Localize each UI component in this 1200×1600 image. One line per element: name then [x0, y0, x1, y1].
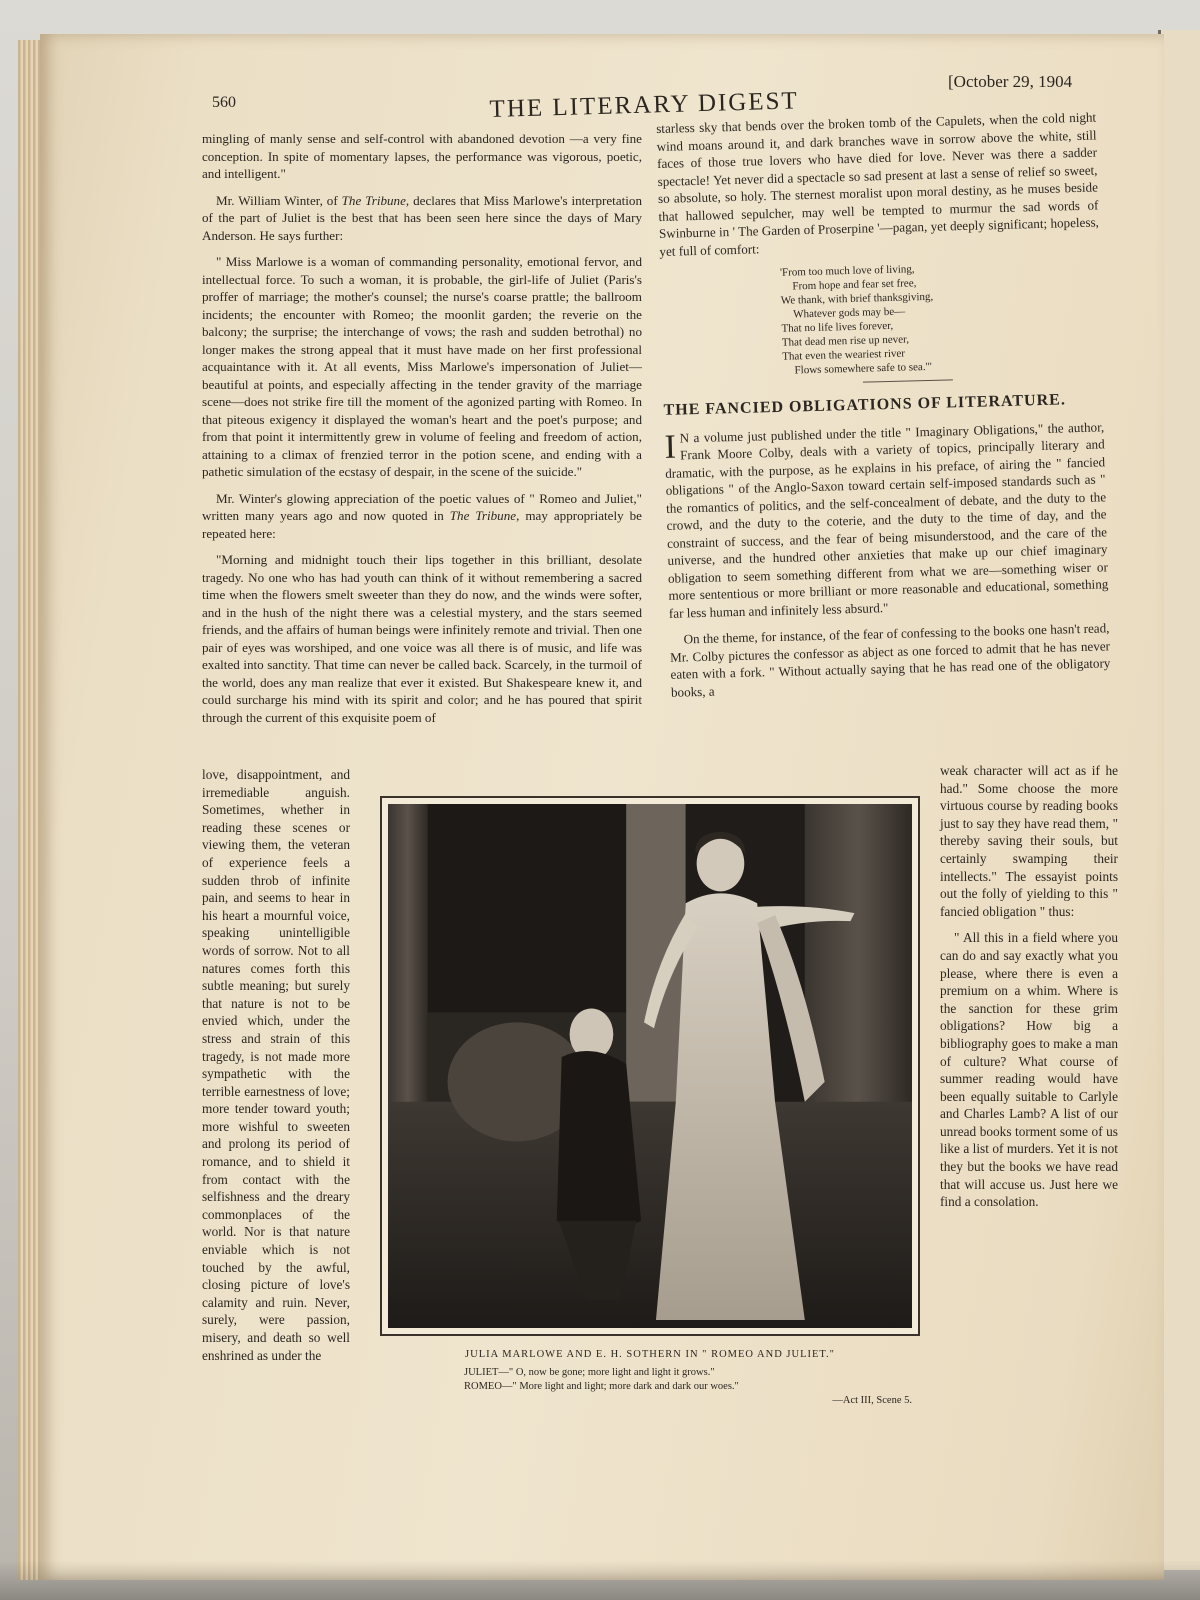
poem-line: That dead men rise up never,: [781, 333, 910, 349]
right-p2-text: N a volume just published under the title " Imaginary Obligations," the author, Frank Moore Colby, deals with a variety of topics, principally literary and dramatic, with the purpose, as he explains in his preface, of airing the " fancied obligations " of the Anglo-Saxon toward certain self-imposed standards such as " the romantics of politics, and the self-concealment of debate, and the duty to the crowd, and the duty to the coterie, and the duty to the time of day, and the constraint of success, and the fear of being misunderstood, and the care of the universe, and the hundred other anxieties that make up our chief imaginary obligation to seem something different from what we are—something wiser or more sententious or more brilliant or more reasonable and educational, something far less human and infinitely less absurd.": [665, 418, 1109, 621]
poem-line: 'From too much love of living,: [779, 263, 915, 279]
left-narrow-column: love, disappointment, and irremediable anguish. Sometimes, whether in reading these scenes or viewing them, the veteran of experience feels a sudden throb of infinite pain, and seems to hear in his heart a mournful voice, speaking unintelligible words of sorrow. Not to all natures comes forth this subtle meaning; but surely that nature is not to be envied which, under the stress and strain of this tragedy, is not made more sympathetic with the terrible earnestness of love; more tender toward youth; more wishful to sweeten and prolong its period of romance, and to shield it from contact with the selfishness and the dreary commonplaces of the world. Nor is that nature enviable which is not touched by the awful, closing picture of love's calamity and ruin. Never, surely, were passion, misery, and death so well enshrined as under the: [202, 767, 350, 1363]
drop-cap: I: [664, 428, 677, 466]
right-narrow-paragraph-2: " All this in a field where you can do and say exactly what you please, where there is even a premium on a whim. Where is the sanction for these grim obligations? How big a bibliography goes to make a man of culture? What course of summer reading would have been equally suitable to Carlyle and Charles Lamb? A list of our unread books torment some of us like a list of murders. Yet it is not they but the books we have read that will accuse us. Just here we find a consolation.: [940, 930, 1118, 1210]
right-paragraph-1: starless sky that bends over the broken tomb of the Capulets, when the cold night wind moans around it, and dark branches wave in sorrow above the white, still faces of those true lovers who have died for love. Never was there a sadder spectacle! Yet never did a spectacle so sad present at last a sense of relief so sweet, so absolute, so holy. The sternest moralist upon moral destiny, as he muses beside that hallowed sepulcher, may well be tempted to murmur the sad words of Swinburne in ' The Garden of Proserpine '—pagan, yet deeply significant; hopeless, yet full of comfort:: [656, 109, 1100, 259]
left-paragraph-4: [202, 490, 642, 543]
right-narrow-column: [940, 762, 1118, 1220]
poem-line: From hope and fear set free,: [792, 277, 917, 293]
swinburne-poem: [780, 257, 1103, 377]
poem-line: That even the weariest river: [782, 347, 906, 363]
caption-romeo-line: ROMEO—" More light and light; more dark and dark our woes.": [464, 1381, 739, 1392]
section-divider: [863, 379, 953, 382]
right-narrow-paragraph-1: weak character will act as if he had." Some choose the more virtuous course by reading books just to say they have read them, " thereby saving their souls, but certainly swamping their intellects." The essayist points out the folly of yielding to this " fancied obligation " thus:: [940, 763, 1118, 919]
photograph-image: [388, 804, 912, 1328]
poem-line: That no life lives forever,: [781, 319, 894, 335]
left-p4-text-b: , may appropriately be repeated here:: [202, 508, 642, 541]
left-p4-text-a: Mr. Winter's glowing appreciation of the poetic values of " Romeo and Juliet," written many years ago and now quoted in: [202, 490, 642, 523]
caption-scene-reference: —Act III, Scene 5.: [832, 1395, 912, 1406]
left-column: [202, 130, 642, 735]
poem-line: Whatever gods may be—: [792, 305, 906, 321]
journal-title: THE LITERARY DIGEST: [489, 87, 800, 124]
right-paragraph-2: [664, 418, 1109, 622]
left-paragraph-1: mingling of manly sense and self-control with abandoned devotion —a very fine conception. In spite of momentary lapses, the performance was vigorous, poetic, and intelligent.": [202, 131, 642, 181]
section-heading: THE FANCIED OBLIGATIONS OF LITERATURE.: [663, 391, 1067, 419]
poem-line: Flows somewhere safe to sea.'": [794, 360, 933, 377]
poem-line: We thank, with brief thanksgiving,: [780, 290, 934, 307]
photo-caption: [380, 1348, 920, 1408]
left-p2-text-a: Mr. William Winter, of: [216, 192, 342, 208]
newspaper-name: The Tribune: [449, 508, 517, 523]
theatre-photograph: [380, 796, 920, 1336]
left-p2-text-b: , declares that Miss Marlowe's interpretation of the part of Juliet is the best that has been seen here since the days of Mary Anderson. He says further:: [202, 192, 643, 243]
right-paragraph-3: On the theme, for instance, of the fear of confessing to the books one hasn't read, Mr. Colby pictures the confessor as abject as one forced to admit that he has never eaten with a fork. " Without actually saying that he has read one of the obligatory books, a: [669, 620, 1111, 700]
newspaper-name: The Tribune: [341, 192, 406, 208]
left-paragraph-2: [202, 192, 642, 245]
left-paragraph-5: "Morning and midnight touch their lips together in this brilliant, desolate tragedy. No one who has had youth can think of it without remembering a sacred time when the flowers smelt sweeter than they do now, and the winds were softer, and in the hush of the night there was a celestial mystery, and the stars seemed friends, and the affairs of human beings were infinitely remote and trivial. Then one pair of eyes was worshiped, and one voice was all there is of music, and life was exalted into sanctity. That time can never be called back. Scarcely, in the turmoil of the world, does any man realize that ever it existed. But Shakespeare knew it, and could surcharge his mind with its spirit and color; and he has poured that spirit through the current of this exquisite poem of: [202, 552, 642, 725]
issue-date: [October 29, 1904: [948, 72, 1073, 91]
bottom-shadow: [0, 1560, 1200, 1600]
left-paragraph-3: " Miss Marlowe is a woman of commanding personality, emotional fervor, and intellectual force. To such a woman, it is probable, the girl-life of Juliet (Paris's proffer of marriage; the mother's counsel; the nurse's coarse prattle; the ballroom incidents; the encounter with Romeo; the moonlit garden; the reverie on the balcony; the surprise; the interchange of vows; the rash and sudden betrothal) no longer makes the strong appeal that it must have made on her first professional acquaintance with it. At all events, Miss Marlowe's impersonation of Juliet—beautiful at points, and especially affecting in the tender gravity of the marriage scene—does not strike fire till the moment of the agonized parting with Romeo. In that piteous exigency it displayed the woman's heart and the poet's purpose; and from that point it intermittently grew in volume of feeling and freedom of action, attaining to a climax of frenzied terror in the potion scene, and ending with a pathetic simulation of the ecstasy of despair, in the scene of the suicide.": [202, 254, 642, 479]
page-number: 560: [212, 94, 236, 111]
caption-juliet-line: JULIET—" O, now be gone; more light and light it grows.": [464, 1367, 715, 1378]
caption-title: JULIA MARLOWE AND E. H. SOTHERN IN " ROMEO AND JULIET.": [465, 1349, 835, 1360]
right-column: [656, 108, 1111, 709]
next-page-edge: [1158, 30, 1200, 1570]
